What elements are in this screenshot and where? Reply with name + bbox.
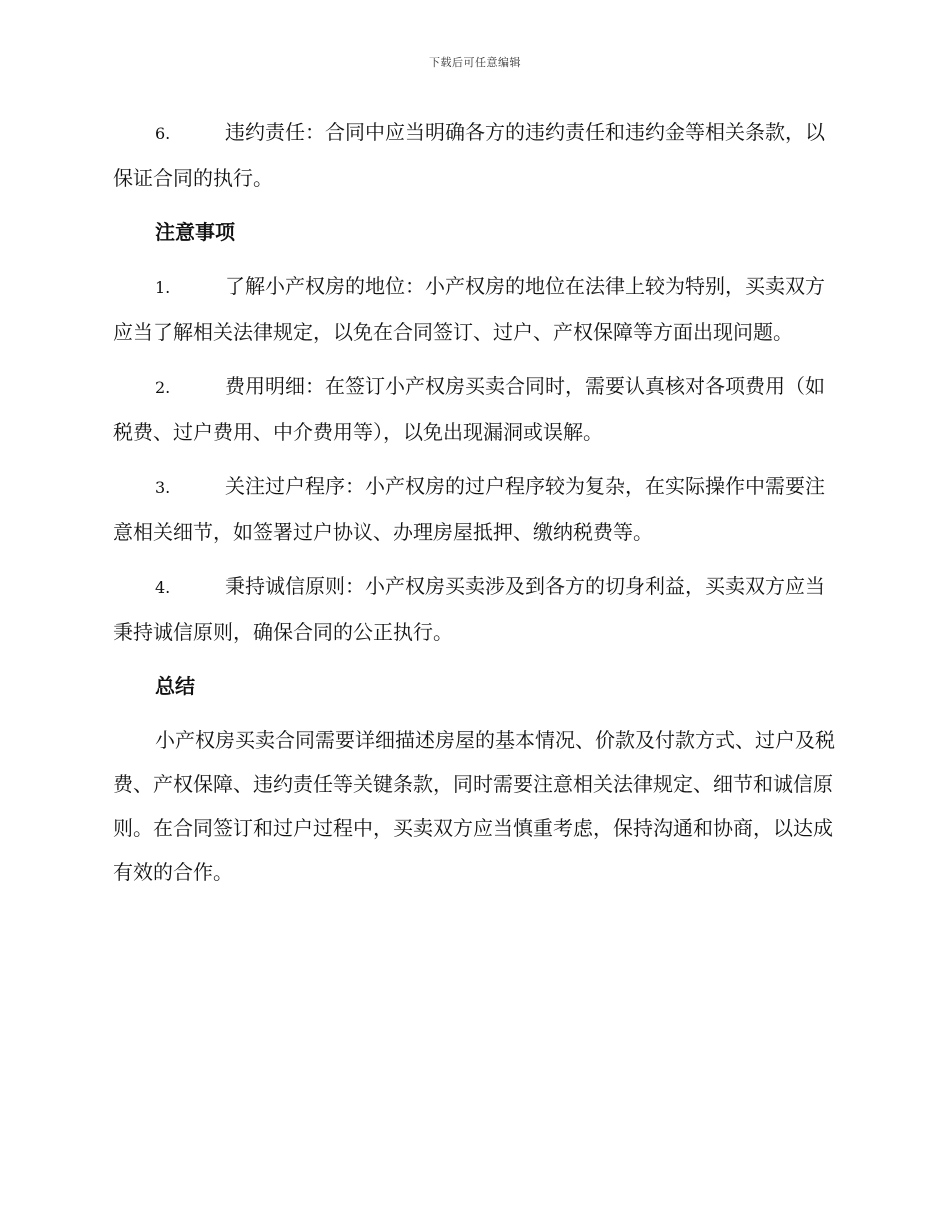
section-heading-notes: 注意事项 — [155, 220, 235, 244]
list-item-number: 2. — [155, 378, 171, 397]
section-heading-summary: 总结 — [155, 674, 195, 698]
list-item-text: 关注过户程序：小产权房的过户程序较为复杂，在实际操作中需要注意相关细节，如签署过户协议、办理房屋抵押、缴纳税费等。 — [113, 474, 825, 544]
list-item-number: 4. — [155, 578, 171, 597]
list-item-note-3 — [113, 464, 835, 554]
summary-paragraph: 小产权房买卖合同需要详细描述房屋的基本情况、价款及付款方式、过户及税费、产权保障、违约责任等关键条款，同时需要注意相关法律规定、细节和诚信原则。在合同签订和过户过程中，买卖双方应当慎重考虑，保持沟通和协商，以达成有效的合作。 — [113, 728, 835, 884]
list-item-text: 了解小产权房的地位：小产权房的地位在法律上较为特别，买卖双方应当了解相关法律规定，以免在合同签订、过户、产权保障等方面出现问题。 — [113, 274, 825, 344]
list-item-number: 6. — [155, 124, 171, 143]
list-item-number: 3. — [155, 478, 171, 497]
list-item-number: 1. — [155, 278, 171, 297]
page-header-note: 下载后可任意编辑 — [429, 56, 521, 69]
list-item-breach-liability — [113, 110, 835, 200]
list-item-text: 秉持诚信原则：小产权房买卖涉及到各方的切身利益，买卖双方应当秉持诚信原则，确保合同的公正执行。 — [113, 574, 825, 644]
list-item-note-1 — [113, 264, 835, 354]
list-item-text: 费用明细：在签订小产权房买卖合同时，需要认真核对各项费用（如税费、过户费用、中介费用等），以免出现漏洞或误解。 — [113, 374, 825, 444]
list-item-text: 违约责任：合同中应当明确各方的违约责任和违约金等相关条款，以保证合同的执行。 — [113, 120, 825, 190]
list-item-note-4 — [113, 564, 835, 654]
list-item-note-2 — [113, 364, 835, 454]
document-body — [113, 110, 835, 904]
